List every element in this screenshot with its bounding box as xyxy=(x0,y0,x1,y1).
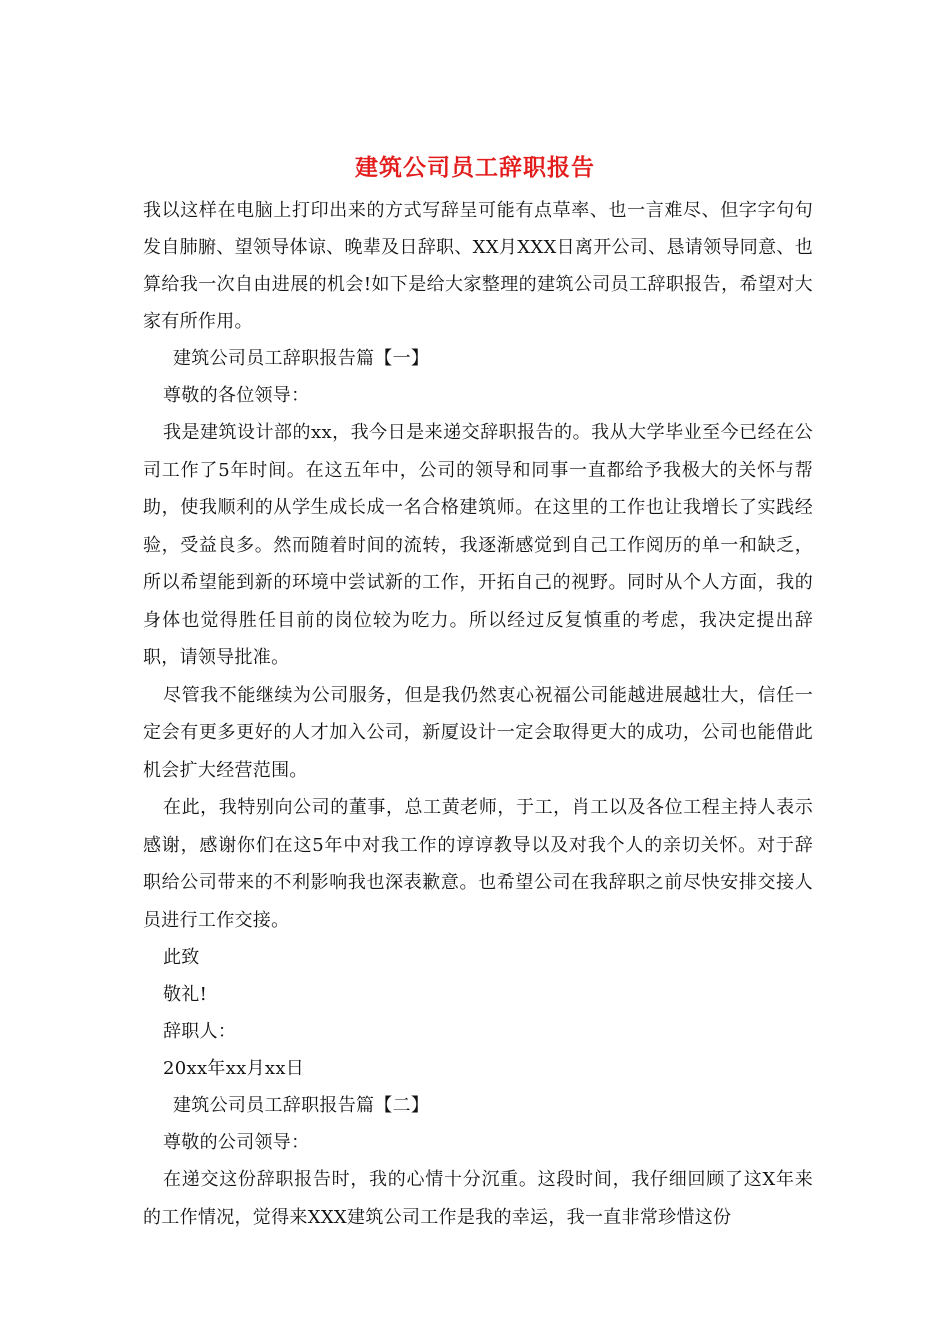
intro-paragraph: 我以这样在电脑上打印出来的方式写辞呈可能有点草率、也一言难尽、但字字句句发自肺腑、望领导体谅、晚辈及日辞职、XX月XXX日离开公司、恳请领导同意、也算给我一次自由进展的机会!如下是给大家整理的建筑公司员工辞职报告，希望对大家有所作用。 xyxy=(143,200,813,332)
section-1-paragraph-3: 在此，我特别向公司的董事，总工黄老师，于工，肖工以及各位工程主持人表示感谢，感谢你们在这5年中对我工作的谆谆教导以及对我个人的亲切关怀。对于辞职给公司带来的不利影响我也深表歉意。也希望公司在我辞职之前尽快安排交接人员进行工作交接。 xyxy=(143,797,813,931)
section-1-signer: 辞职人： xyxy=(163,1021,237,1042)
section-1-heading: 建筑公司员工辞职报告篇【一】 xyxy=(173,348,430,369)
section-1-date: 20xx年xx月xx日 xyxy=(163,1058,305,1079)
section-1-closing-2: 敬礼! xyxy=(163,984,208,1005)
section-2-salutation: 尊敬的公司领导： xyxy=(163,1132,310,1153)
section-1-salutation: 尊敬的各位领导： xyxy=(163,385,310,406)
section-1-closing-1: 此致 xyxy=(163,947,200,968)
document-title: 建筑公司员工辞职报告 xyxy=(355,155,595,181)
section-1-paragraph-1: 我是建筑设计部的xx，我今日是来递交辞职报告的。我从大学毕业至今已经在公司工作了5年时间。在这五年中，公司的领导和同事一直都给予我极大的关怀与帮助，使我顺利的从学生成长成一名合格建筑师。在这里的工作也让我增长了实践经验，受益良多。然而随着时间的流转，我逐渐感觉到自己工作阅历的单一和缺乏，所以希望能到新的环境中尝试新的工作，开拓自己的视野。同时从个人方面，我的身体也觉得胜任目前的岗位较为吃力。所以经过反复慎重的考虑，我决定提出辞职，请领导批准。 xyxy=(143,422,813,668)
document-body xyxy=(143,192,813,1236)
section-1-paragraph-2: 尽管我不能继续为公司服务，但是我仍然衷心祝福公司能越进展越壮大，信任一定会有更多更好的人才加入公司，新厦设计一定会取得更大的成功，公司也能借此机会扩大经营范围。 xyxy=(143,684,813,781)
section-2-heading: 建筑公司员工辞职报告篇【二】 xyxy=(173,1095,430,1116)
section-2-paragraph-1: 在递交这份辞职报告时，我的心情十分沉重。这段时间，我仔细回顾了这X年来的工作情况，觉得来XXX建筑公司工作是我的幸运，我一直非常珍惜这份 xyxy=(143,1169,813,1228)
